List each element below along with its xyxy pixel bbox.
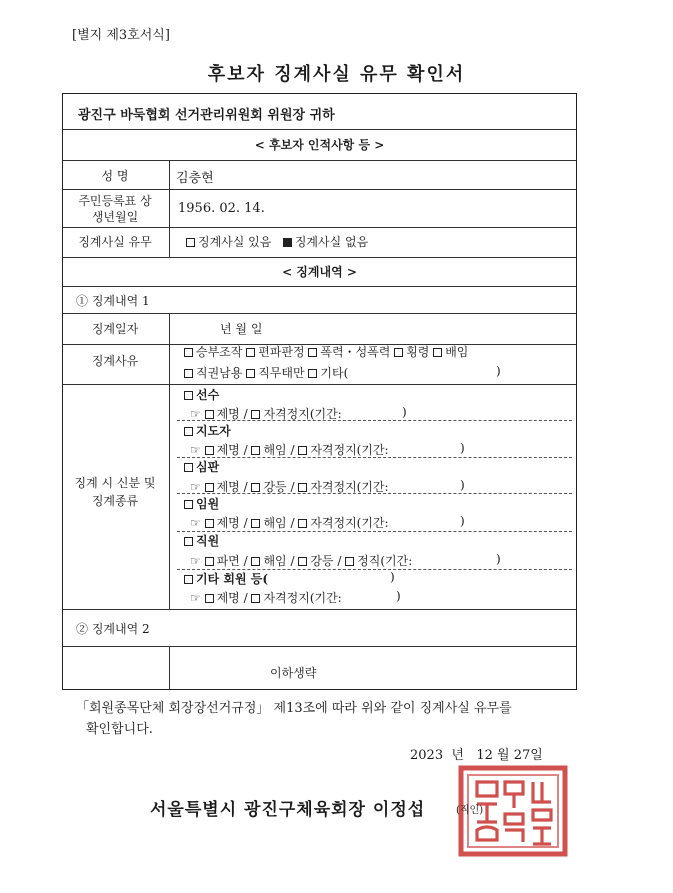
checkbox-icon[interactable] [251,594,260,603]
reason-option: 기타( [320,366,349,380]
checkbox-icon[interactable] [298,446,307,455]
history1-heading: ① 징계내역 1 [76,294,150,308]
group-close-paren: ) [496,552,501,566]
group-title-officer: 임원 [184,495,219,512]
group-close-paren: ) [396,589,401,603]
checkbox-icon[interactable] [298,483,307,492]
addressee: 광진구 바둑협회 선거관리위원회 위원장 귀하 [78,108,335,123]
reason-option: 배임 [445,345,469,359]
group-close-paren: ) [402,405,407,419]
pointer-hand-icon: ☞ [190,407,201,421]
history2-heading: ② 징계내역 2 [76,622,150,636]
option-yes-label: 징계사실 있음 [198,235,272,249]
checkbox-icon[interactable] [394,348,403,357]
reason-option: 직무태만 [258,366,305,380]
form-number-label: [별지 제3호서식] [72,28,170,43]
group-options-player: ☞ 제명 / 자격정지(기간: [190,407,342,421]
checkbox-icon[interactable] [251,519,260,528]
checkbox-icon[interactable] [184,391,193,400]
group-close-paren: ) [460,478,465,492]
discipline-reason-label: 징계사유 [91,354,139,368]
group-close-paren: ) [390,570,395,584]
signer-name: 서울특별시 광진구체육회장 이정섭 [150,800,426,820]
discipline-date-label: 징계일자 [91,322,139,336]
group-options-officer: ☞ 제명 / 해임 / 자격정지(기간: [190,516,389,530]
group-options-other-member: ☞ 제명 / 자격정지(기간: [190,591,342,605]
birth-label-line1: 주민등록표 상 [78,194,152,208]
birth-label-line2: 생년월일 [91,210,139,224]
pointer-hand-icon: ☞ [190,516,201,530]
reason-other-close: ) [496,364,501,378]
group-close-paren: ) [460,514,465,528]
confirmation-line2: 확인합니다. [86,722,153,737]
checkbox-checked-icon[interactable] [283,238,292,247]
discipline-status-options [186,233,368,250]
checkbox-icon[interactable] [246,369,255,378]
group-close-paren: ) [460,441,465,455]
option-no-label: 징계사실 없음 [294,235,369,249]
group-options-referee: ☞ 제명 / 강등 / 자격정지(기간: [190,480,389,494]
status-label-line1: 징계 시 신분 및 [74,476,156,490]
checkbox-icon[interactable] [205,594,214,603]
checkbox-icon[interactable] [184,537,193,546]
group-options-staff: ☞ 파면 / 해임 / 강등 / 정직(기간: [190,554,413,568]
checkbox-icon[interactable] [184,369,193,378]
checkbox-icon[interactable] [251,410,260,419]
pointer-hand-icon: ☞ [190,480,201,494]
section-header-personal: < 후보자 인적사항 등 > [254,138,385,152]
checkbox-icon[interactable] [205,483,214,492]
discipline-date-value: 년 월 일 [220,322,263,336]
status-label-line2: 징계종류 [91,494,139,508]
checkbox-icon[interactable] [251,446,260,455]
checkbox-icon[interactable] [205,519,214,528]
group-title-player: 선수 [184,386,219,403]
group-title-other-member: 기타 회원 등( [184,570,268,587]
checkbox-icon[interactable] [184,500,193,509]
checkbox-icon[interactable] [184,427,193,436]
checkbox-icon[interactable] [298,557,307,566]
checkbox-icon[interactable] [308,369,317,378]
reason-row-1 [184,343,468,360]
checkbox-unchecked-icon[interactable] [186,238,195,247]
group-options-coach: ☞ 제명 / 해임 / 자격정지(기간: [190,443,389,457]
checkbox-icon[interactable] [246,348,255,357]
section-header-history: < 징계내역 > [282,265,357,279]
confirmation-line1: 「회원종목단체 회장장선거규정」 제13조에 따라 위와 같이 징계사실 유무를 [76,701,512,716]
checkbox-icon[interactable] [205,410,214,419]
group-title-staff: 직원 [184,532,219,549]
checkbox-icon[interactable] [251,483,260,492]
checkbox-icon[interactable] [345,557,354,566]
group-title-coach: 지도자 [184,422,231,439]
pointer-hand-icon: ☞ [190,554,201,568]
checkbox-icon[interactable] [308,348,317,357]
reason-option: 폭력・성폭력 [320,345,391,359]
reason-option: 편파판정 [258,345,305,359]
pointer-hand-icon: ☞ [190,591,201,605]
reason-option: 승부조작 [196,345,243,359]
checkbox-icon[interactable] [205,557,214,566]
checkbox-icon[interactable] [298,519,307,528]
reason-option: 직권남용 [196,366,243,380]
pointer-hand-icon: ☞ [190,443,201,457]
checkbox-icon[interactable] [184,348,193,357]
reason-row-2 [184,364,348,381]
checkbox-icon[interactable] [251,557,260,566]
name-value: 김충현 [176,171,214,186]
checkbox-icon[interactable] [433,348,442,357]
birth-value: 1956. 02. 14. [178,201,265,216]
reason-option: 횡령 [406,345,430,359]
seal-mark: (직인) [456,805,484,816]
document-title: 후보자 징계사실 유무 확인서 [207,64,466,85]
checkbox-icon[interactable] [184,463,193,472]
history2-content: 이하생략 [270,666,317,680]
checkbox-icon[interactable] [184,575,193,584]
checkbox-icon[interactable] [205,446,214,455]
discipline-status-label: 징계사실 유무 [78,235,152,249]
name-label: 성 명 [101,169,129,183]
issue-date: 2023 년 12 월 27일 [410,748,543,763]
group-title-referee: 심판 [184,458,219,475]
